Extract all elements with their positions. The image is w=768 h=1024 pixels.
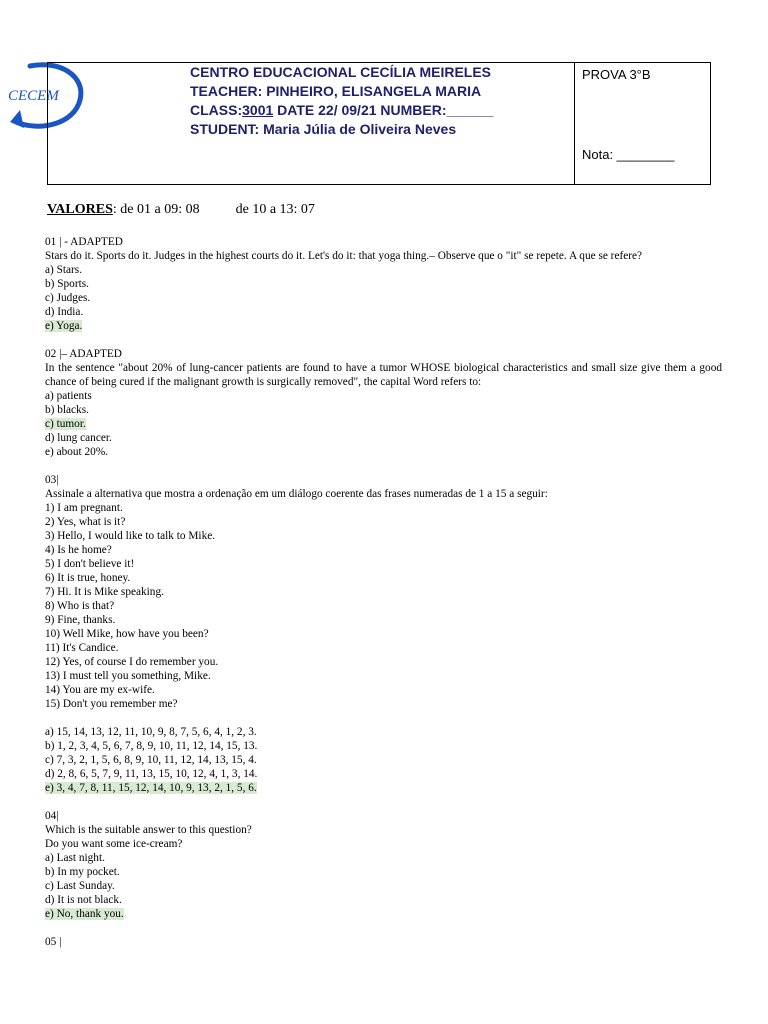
valores-line <box>47 202 315 218</box>
option: c) Judges. <box>45 292 91 304</box>
sentence: 14) You are my ex-wife. <box>45 684 155 696</box>
question-4 <box>45 809 722 921</box>
option: a) Stars. <box>45 264 83 276</box>
sentence: 1) I am pregnant. <box>45 502 123 514</box>
sentence: 5) I don't believe it! <box>45 558 135 570</box>
option: c) Last Sunday. <box>45 880 115 892</box>
header-box <box>47 62 711 185</box>
option: e) about 20%. <box>45 446 109 458</box>
sentence: 10) Well Mike, how have you been? <box>45 628 209 640</box>
class-label: CLASS: <box>190 102 243 118</box>
option-highlighted: e) Yoga. <box>45 320 83 332</box>
question-5 <box>45 935 722 949</box>
option-highlighted: e) 3, 4, 7, 8, 11, 15, 12, 14, 10, 9, 13, 2, 1, 5, 6. <box>45 782 257 794</box>
sentence: 15) Don't you remember me? <box>45 698 178 710</box>
sentence: 7) Hi. It is Mike speaking. <box>45 586 164 598</box>
valores-range-2: de 10 a 13: 07 <box>235 202 315 217</box>
sentence: 8) Who is that? <box>45 600 115 612</box>
sentence: 2) Yes, what is it? <box>45 516 126 528</box>
question-text: Which is the suitable answer to this question? <box>45 824 252 836</box>
sentence: 11) It's Candice. <box>45 642 119 654</box>
header-grade <box>574 63 710 184</box>
option: b) In my pocket. <box>45 866 120 878</box>
option: a) patients <box>45 390 92 402</box>
prova-label: PROVA 3°B <box>582 67 651 82</box>
option: d) It is not black. <box>45 894 122 906</box>
sentence: 12) Yes, of course I do remember you. <box>45 656 219 668</box>
option: a) 15, 14, 13, 12, 11, 10, 9, 8, 7, 5, 6, 4, 1, 2, 3. <box>45 726 257 738</box>
sentence: 6) It is true, honey. <box>45 572 131 584</box>
nota-field: Nota: ________ <box>582 147 675 162</box>
question-text: Assinale a alternativa que mostra a ordenação em um diálogo coerente das frases numeradas de 1 a 15 a seguir: <box>45 488 548 500</box>
option: d) 2, 8, 6, 5, 7, 9, 11, 13, 15, 10, 12, 4, 1, 3, 14. <box>45 768 258 780</box>
questions-area <box>45 235 722 963</box>
question-text: Stars do it. Sports do it. Judges in the highest courts do it. Let's do it: that yoga thing.– Observe que o "it" se repete. A que se refere? <box>45 250 643 262</box>
sentence: 4) Is he home? <box>45 544 112 556</box>
sentence: 3) Hello, I would like to talk to Mike. <box>45 530 216 542</box>
option: b) blacks. <box>45 404 89 416</box>
option: a) Last night. <box>45 852 105 864</box>
question-3 <box>45 473 722 795</box>
option: d) India. <box>45 306 84 318</box>
valores-label: VALORES <box>47 202 113 217</box>
valores-range-1: : de 01 a 09: 08 <box>112 202 200 217</box>
option: b) Sports. <box>45 278 89 290</box>
option-highlighted: c) tumor. <box>45 418 86 430</box>
teacher-line: TEACHER: PINHEIRO, ELISANGELA MARIA <box>190 83 482 99</box>
sentence: 13) I must tell you something, Mike. <box>45 670 211 682</box>
question-number: 03| <box>45 474 59 486</box>
question-number: 04| <box>45 810 59 822</box>
class-value: 3001 <box>242 102 274 118</box>
sentence: 9) Fine, thanks. <box>45 614 116 626</box>
question-text: In the sentence "about 20% of lung-cancer patients are found to have a tumor WHOSE biological characteristics and small size give them a good chance of being cured if the malignant growth is surgically removed", the capital Word refers to: <box>45 362 722 388</box>
option: c) 7, 3, 2, 1, 5, 6, 8, 9, 10, 11, 12, 14, 13, 15, 4. <box>45 754 257 766</box>
school-name: CENTRO EDUCACIONAL CECÍLIA MEIRELES <box>190 64 492 80</box>
question-subtext: Do you want some ice-cream? <box>45 838 183 850</box>
student-line: STUDENT: Maria Júlia de Oliveira Neves <box>190 121 457 137</box>
logo-text: CECEM <box>8 88 59 104</box>
question-number: 01 | - ADAPTED <box>45 236 123 248</box>
class-line <box>190 101 570 120</box>
option: d) lung cancer. <box>45 432 112 444</box>
header-info <box>48 63 575 184</box>
question-number: 05 | <box>45 936 62 948</box>
date-number: DATE 22/ 09/21 NUMBER:______ <box>273 102 494 118</box>
option: b) 1, 2, 3, 4, 5, 6, 7, 8, 9, 10, 11, 12, 14, 15, 13. <box>45 740 258 752</box>
question-1 <box>45 235 722 333</box>
question-2 <box>45 347 722 459</box>
question-number: 02 |– ADAPTED <box>45 348 122 360</box>
option-highlighted: e) No, thank you. <box>45 908 124 920</box>
